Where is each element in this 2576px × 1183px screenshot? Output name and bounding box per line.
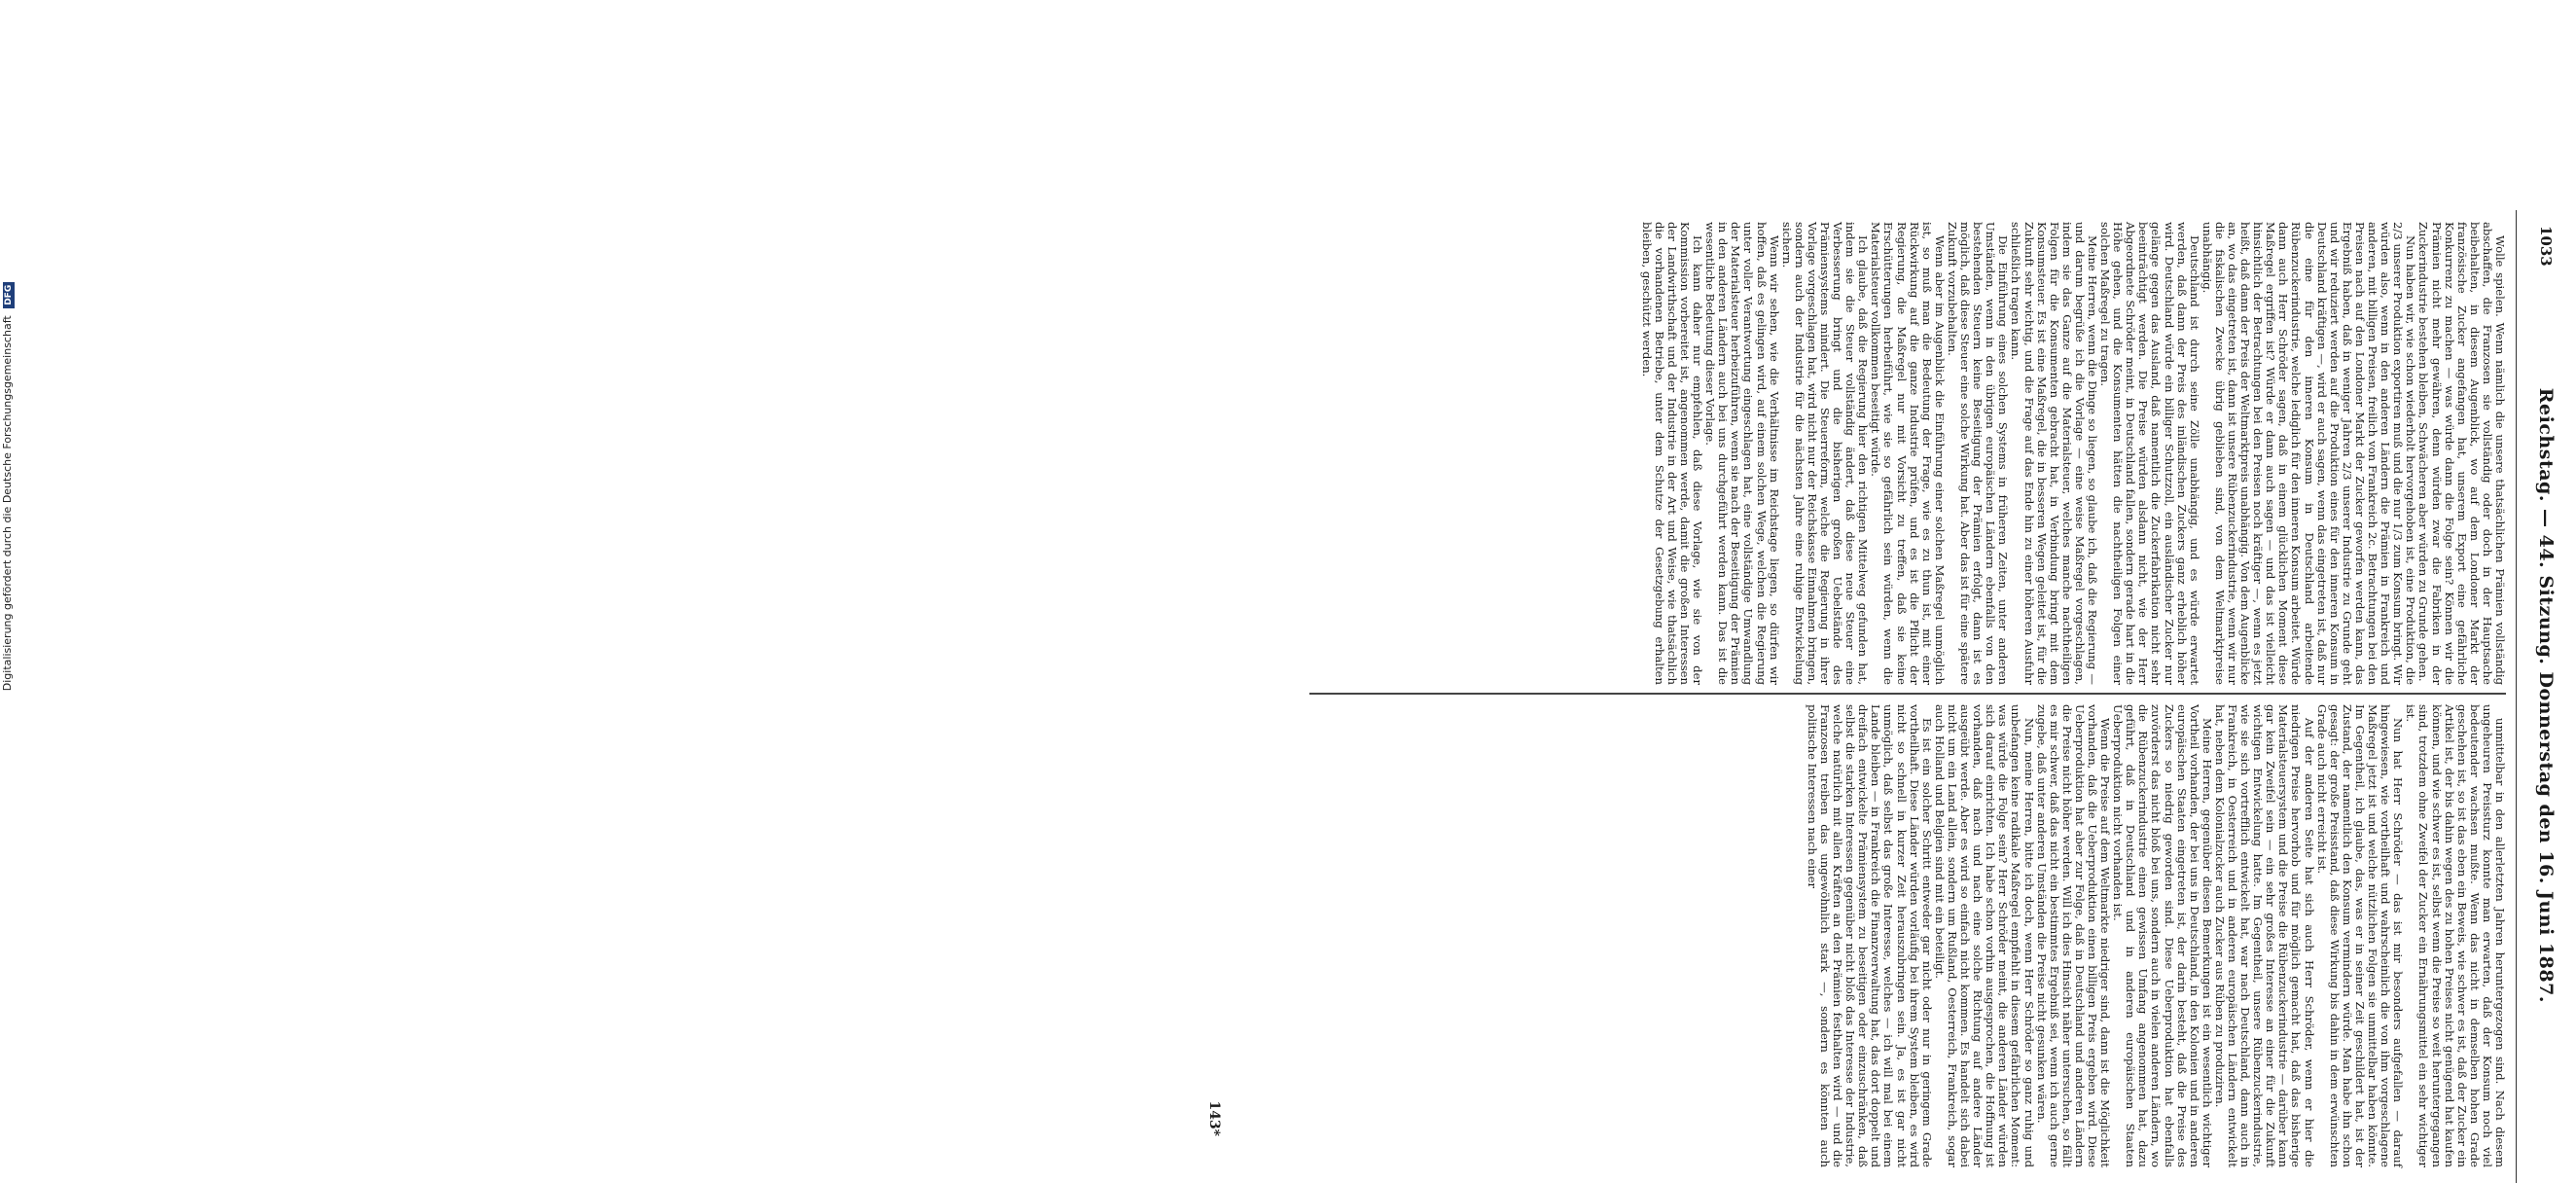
paragraph: Nun hat Herr Schröder — das ist mir besonders aufgefallen — darauf hingewiesen, wie vortheilhaft und wahrscheinlich die von ihm vorgeschlagene Maßregel jetzt ist und welche nützlichen Folgen sie unmittelbar haben könnte. Im Gegentheil, ich glaube, das, was er in seiner Zeit geschildert hat, ist der Zustand, der namentlich den Konsum vermindern würde. Man habe ihn schon gesagt: der große Preisstand, daß diese Wirkung bis dahin in dem erwünschten Grade auch nicht erreicht ist. — [2314, 704, 2406, 1167]
paragraph: Ich kann daher nur empfehlen, daß diese Vorlage, wie sie von der Kommission vorbereitet ist, angenommen werde, damit die großen Interessen der Landwirthschaft und der Industrie in der Art und Weise, wie thatsächlich die vorhandenen Betriebe, unter dem Schutze der Gesetzgebung erhalten bleiben, geschützt werden. — [1639, 222, 1705, 685]
page-header — [2516, 210, 2576, 1183]
page-number: 1033 — [2537, 226, 2556, 267]
paragraph: Auf der anderen Seite hat sich auch Herr Schröder, wenn er hier die niedrigen Preise hervorhob und für möglich gemacht hat, daß das bisherige Materialsteuersystem und die Preise die Rübenzuckerindustrie — darüber kann gar kein Zweifel sein — ein sehr großes Interesse an einer für die Zukunft wichtigen Entwickelung hatte. Im Gegentheil, unsere Rübenzuckerindustrie, wie sie sich vortrefflich entwickelt hat, war nach Deutschland, dann auch in Frankreich, in Oesterreich und in anderen europäischen Ländern entwickelt hat, neben dem Kolonialzucker auch Zucker aus Rüben zu produziren. — [2212, 704, 2316, 1167]
text-column-left — [1251, 222, 2506, 685]
paragraph: Wolle spielen. Wenn nämlich die unsere thatsächlichen Prämien vollständig abschaffen, die Franzosen sie vollständig oder doch in der Hauptsache beibehalten, in diesem Augenblick, wo auf dem Londoner Markt der französische Zucker angefangen hat, unserem Export eine gefährliche Konkurrenz zu machen — was würde dann die Folge sein? Können wir die Prämien nicht mehr gewähren, denn würden zwar die Fabriken in der Zuckerindustrie bestehen bleiben, Schwächeren aber würden zu Grunde gehen. — [2416, 222, 2507, 685]
paragraph: Nun haben wir, wie schon wiederholt hervorgehoben ist, eine Produktion, die 2/3 unserer Produktion exportiren muß und die nur 1/3 zum Konsum bringt. Wir würden also, wenn in den anderen Ländern die Prämien in Frankreich und anderen, mit billigen Preisen, freilich von Frankreich 2c. Betrachtungen bei den Preisen nach auf den Londoner Markt der Zucker geworfen werden kann, das Ergebniß haben, daß in weniger Jahren 2/3 unserer Industrie zu Grunde geht und wir reduziert werden auf die Produktion eines für den inneren Konsum in Deutschland kräftigen —, wird er auch sagen, wenn das eingetreten ist, daß nur die eine für den inneren Konsum in Deutschland arbeitende Rübenzuckerindustrie, welche lediglich für den inneren Konsum arbeitet. Würde dann auch Herr Schröder sagen, daß in einem glücklichen Moment diese Maßregel ergriffen ist? Würde er dann auch sagen — und das ist vielleicht hinsichtlich der Betrachtungen bei den Preisen noch kräftiger —, wenn es jetzt heißt, daß dann der Preis der Weltmarktpreis unabhängig. Von dem Augenblicke an, wo das eingetreten ist, dann ist unsere Rübenzuckerindustrie, wenn wir nur die fiskalischen Zwecke übrig geblieben sind, von dem Weltmarktpreise unabhängig. — [2200, 222, 2418, 685]
paragraph: unmittelbar in den allerletzten Jahren heruntergezogen sind. Nach diesem ungeheuren Preissturz konnte man erwarten, daß der Konsum noch viel bedeutender wachsen mußte. Wenn das nicht in demselben hohen Grade geschehen ist, so ist das eben ein Beweis, wie schwer es ist, daß der Zucker ein Artikel ist, der bis dahin wegen des zu hohen Preises nicht genügend hat kaufen können, und wie schwer es ist, selbst wenn die Preise so weit heruntergegangen sind, trotzdem ohne Zweifel der Zucker ein Ernährungsmittel ein sehr wichtiger ist. — [2404, 704, 2507, 1167]
paragraph: Meine Herren, gegenüber diesen Bemerkungen ist ein wesentlich wichtiger Vortheil vorhanden, der bei uns in Deutschland, in den Kolonien und in anderen europäischen Staaten eingetreten ist, der darin besteht, daß die Preise des Zuckers so niedrig geworden sind. Diese Ueberproduktion hat ebenfalls zuvörderst das nicht bloß bei uns, sondern auch in vielen anderen Ländern, wo die Rübenzuckerindustrie einen gewissen Umfang angenommen hat, dazu geführt, daß in Deutschland und in anderen europäischen Staaten Ueberproduktion nicht vorhanden ist. — [2111, 704, 2214, 1167]
paragraph: Nun, meine Herren, bitte ich doch, wenn Herr Schröder so ganz ruhig und unbefangen keine radikale Maßregel empfiehlt in diesem gefährlichen Moment: was würde die Folge sein? Herr Schröder meint, die anderen Länder würden sich darauf einrichten. Ich habe schon vorhin ausgesprochen, die Hoffnung ist vorhanden, daß nach und nach eine solche Richtung auf andere Länder ausgeübt werde. Aber es wird so einfach nicht kommen. Es handelt sich dabei nicht um ein Land allein, sondern um Rußland, Oesterreich, Frankreich, sogar auch Holland und Belgien sind mit ein beteiligt. — [1932, 704, 2036, 1167]
paragraph: Meine Herren, wenn die Dinge so liegen, so glaube ich, daß die Regierung — und darum begrüße ich die Vorlage — eine weise Maßregel vorgeschlagen, indem sie das Ganze auf die Materialsteuer, welches manche nachtheiligen Folgen für die Konsumenten gebracht hat, in Verbindung bringt mit dem Konsumsteuer. Es ist eine Maßregel, die in besseren Wegen geleitet ist, für die Zukunft sehr wichtig, und die Frage auf das Ende hin zu einer höheren Ausfuhr schließlich tragen kann. — [2009, 222, 2099, 685]
paragraph: Es ist ein solcher Schritt entweder gar nicht oder nur in geringem Grade vortheilhaft. Diese Länder würden vorläufig bei ihrem System bleiben, es wird nicht so schnell in kurzer Zeit herauszubringen sein. Ja, es ist gar nicht unmöglich, daß selbst das große Interesse, welches — ich will mal bei einem Lande bleiben — in Frankreich die Finanzverwaltung hat, das dort doppelt und dreifach entwickelte Prämiensystem zu beseitigen oder einzuschränken, daß selbst die starken Interessen gegenüber nicht bloß das Interesse der Industrie, welche natürlich mit allen Kräften an den Prämien festhalten wird — und die Franzosen treiben das ungewöhnlich stark —, sondern es könnten auch politische Interessen nach einer — [1805, 704, 1934, 1167]
paragraph: Wenn wir sehen, wie die Verhältnisse im Reichstage liegen, so dürfen wir hoffen, daß es gelingen wird, auf einem solchen Wege, welchen die Regierung unter voller Verantwortung eingeschlagen hat, eine vollständige Umwandlung der Materialsteuer herbeizuführen, wenn sie nach der Beseitigung der Prämien in den anderen Ländern auch bei uns durchgeführt werden kann. Das ist die wesentliche Bedeutung dieser Vorlage. — [1703, 222, 1781, 685]
paragraph: Deutschland ist durch seine Zölle unabhängig, und es würde erwartet werden, daß dann der Preis des inländischen Zuckers ganz erheblich höher wird. Deutschland würde ein billiger Schutzzoll, ein ausländischer Zucker nur gelänge gegen das Ausland, daß namentlich die Zuckerfabrikation nicht sehr beeinträchtigt werden. Die Preise würden alsdann nicht, wie der Herr Abgeordnete Schröder meint, in Deutschland fallen, sondern gerade hart in die Höhe gehen, und die Konsumenten hätten die nachtheiligen Folgen einer solchen Maßregel zu tragen. — [2098, 222, 2201, 685]
column-divider — [1309, 693, 2506, 695]
page-title: Reichstag. — 44. Sitzung. Donnerstag den 16. Juni 1887. — [2535, 387, 2558, 1003]
credit-text: Digitalisierung gefördert durch die Deutsche Forschungsgemeinschaft — [1, 315, 14, 692]
paragraph: Die Einführung eines solchen Systems in früheren Zeiten, unter anderen Umständen, wenn in den übrigen europäischen Ländern ebenfalls von den bestehenden Steuern keine Beseitigung der Prämien erfolgt, dann ist es möglich, daß diese Steuer eine solche Wirkung hat. Aber das ist für eine spätere Zukunft vorzubehalten. — [1945, 222, 2011, 685]
paragraph: Wenn aber im Augenblick die Einführung einer solchen Maßregel unmöglich ist, so muß man die Bedeutung der Frage, wie es zu thun ist, mit einer Rückwirkung auf die ganze Industrie prüfen, und es ist die Pflicht der Regierung, die Maßregel nur mit Vorsicht zu treffen, daß sie keine Erschütterungen herbeiführt, wie sie so gefährlich sein würden, wenn die Materialsteuer vollkommen beseitigt würde. — [1869, 222, 1947, 685]
paragraph: Ich glaube, daß die Regierung hier den richtigen Mittelweg gefunden hat, indem sie die Steuer vollständig ändert, daß diese neue Steuer eine Verbesserung bringt und die bisherigen großen Uebelstände des Prämiensystems mindert. Die Steuerreform, welche die Regierung in ihrer Vorlage vorgeschlagen hat, wird nicht nur der Reichskasse Einnahmen bringen, sondern auch der Industrie für die nächsten Jahre eine ruhige Entwickelung sichern. — [1779, 222, 1871, 685]
rotated-newspaper-page — [1183, 210, 2576, 1183]
text-column-right — [1251, 704, 2506, 1167]
sheet-signature: 143* — [1206, 1100, 1222, 1136]
paragraph: Wenn die Preise auf dem Weltmarkte niedriger sind, dann ist die Möglichkeit vorhanden, daß die Ueberproduktion einen billigen Preis ergeben wird. Diese Ueberproduktion hat aber zur Folge, daß in Deutschland und anderen Ländern die Preise nicht höher werden. Will ich dies Hinsicht näher untersuchen, so fällt es mir schwer, daß das nicht ein bestimmtes Ergebniß sei, wenn ich auch gerne zugebe, daß unter anderen Umständen die Preise nicht gesunken wären. — [2034, 704, 2113, 1167]
digitization-credit — [0, 0, 16, 973]
dfg-logo: DFG — [3, 282, 15, 308]
